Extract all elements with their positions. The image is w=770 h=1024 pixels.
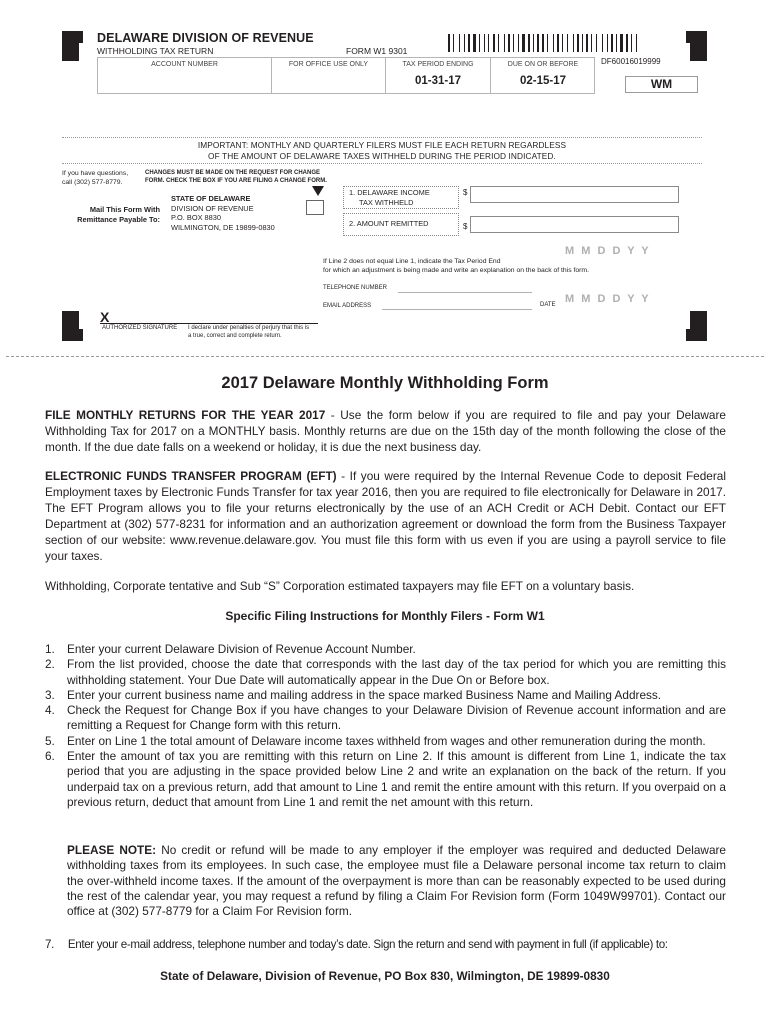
registration-mark-bottom-right-tab (686, 329, 707, 341)
instructions-title: 2017 Delaware Monthly Withholding Form (221, 374, 549, 392)
due-date-label: DUE ON OR BEFORE (507, 61, 579, 68)
tax-period-ending-value: 01-31-17 (414, 75, 462, 87)
signature-label: AUTHORIZED SIGNATURE (102, 325, 178, 331)
tax-period-ending-field (386, 58, 491, 93)
signature-line[interactable] (100, 323, 318, 324)
mailing-address: STATE OF DELAWARE DIVISION OF REVENUE P.O. BOX 8830 WILMINGTON, DE 19899-0830 (171, 194, 275, 232)
step-text: From the list provided, choose the date that corresponds with the last day of the tax period for which you are remitting this withholding statement. Your Due Date will automatically appear in the Due On or Before box. (67, 657, 726, 687)
step-number: 1. (45, 642, 55, 656)
instruction-step (45, 703, 726, 734)
step-7-number: 7. (45, 938, 54, 951)
eft-heading: ELECTRONIC FUNDS TRANSFER PROGRAM (EFT) (45, 469, 337, 483)
arrow-down-icon (312, 186, 324, 196)
instruction-step (45, 657, 726, 688)
instruction-step (45, 749, 726, 810)
registration-mark-bottom-left-tab (62, 329, 83, 341)
line2-label: 2. AMOUNT REMITTED (343, 213, 459, 236)
due-date-field (491, 58, 595, 93)
important-line-1: IMPORTANT: MONTHLY AND QUARTERLY FILERS MUST FILE EACH RETURN REGARDLESS (197, 140, 567, 150)
step-number: 3. (45, 687, 55, 702)
line2-amount-input[interactable] (470, 216, 679, 233)
account-number-field[interactable] (98, 58, 272, 93)
monthly-returns-paragraph: FILE MONTHLY RETURNS FOR THE YEAR 2017 - Use the form below if you are required to file and pay your Delaware Withholding Tax for 2017 on a MONTHLY basis. Monthly returns are due on the 15th day of the month following the close of the month. If the due date falls on a weekend or holiday, it is due the next business day. (45, 408, 726, 454)
step-7-text: Enter your e-mail address, telephone number and today’s date. Sign the return and send with payment in full (if applicable) to: (67, 938, 668, 951)
line1-label: 1. DELAWARE INCOME TAX WITHHELD (343, 186, 459, 209)
mail-to-label: Mail This Form With Remittance Payable To: (77, 205, 160, 224)
divider (62, 137, 702, 138)
step-text: Enter the amount of tax you are remitting with this return on Line 2. If this amount is different from Line 1, indicate the tax period that you are adjusting in the space provided below Line 2 and write an explanation on the back of the return. If you underpaid tax on a previous return, add that amount to Line 1 and remit the entire amount with this return. If you overpaid on a previous return, deduct that amount from Line 1 and remit the net amount with this return. (67, 749, 726, 809)
document-code: DF60016019999 (601, 57, 661, 66)
monthly-returns-heading: FILE MONTHLY RETURNS FOR THE YEAR 2017 (45, 408, 326, 422)
eft-paragraph: ELECTRONIC FUNDS TRANSFER PROGRAM (EFT) - If you were required by the Internal Revenue Code to deposit Federal Employment taxes by Electronic Funds Transfer for tax year 2016, then you are required to file electronically for Delaware in 2017. The EFT Program allows you to file your returns electronically by the use of an ACH Credit or ACH Debit. Contact our EFT Department at (302) 577-8231 for information and an authorization agreement or download the form from the Business Taxpayer section of our website: www.revenue.delaware.gov. You must file this form with us even if you are using a payroll service to file your taxes. (45, 469, 726, 563)
change-form-note: CHANGES MUST BE MADE ON THE REQUEST FOR CHANGE FORM. CHECK THE BOX IF YOU ARE FILING A CHANGE FORM. (145, 170, 327, 184)
signature-mark: X (100, 309, 110, 325)
date-input[interactable]: M M D D Y Y (565, 293, 651, 305)
email-input[interactable] (382, 309, 532, 310)
date-label: DATE (540, 302, 556, 308)
step-text: Enter your current business name and mailing address in the space marked Business Name and Mailing Address. (67, 687, 662, 702)
line1-amount-input[interactable] (470, 186, 679, 203)
instruction-steps (45, 642, 726, 810)
step-text: Enter your current Delaware Division of Revenue Account Number. (67, 642, 416, 656)
adjustment-period-date-input[interactable]: M M D D Y Y (565, 245, 651, 257)
important-line-2: OF THE AMOUNT OF DELAWARE TAXES WITHHELD DURING THE PERIOD INDICATED. (208, 151, 556, 161)
step-7 (45, 938, 726, 951)
header-fields-box (97, 57, 595, 94)
registration-mark-top-right-tab (686, 31, 707, 43)
step-number: 2. (45, 657, 55, 672)
remittance-address: State of Delaware, Division of Revenue, PO Box 830, Wilmington, DE 19899-0830 (160, 969, 610, 983)
return-type: WITHHOLDING TAX RETURN (97, 46, 214, 56)
telephone-label: TELEPHONE NUMBER (323, 285, 388, 291)
step-number: 6. (45, 749, 55, 764)
important-notice (97, 140, 667, 162)
voluntary-eft-paragraph: Withholding, Corporate tentative and Sub “S” Corporation estimated taxpayers may file EFT on a voluntary basis. (45, 579, 635, 593)
please-note-heading: PLEASE NOTE: (67, 843, 157, 857)
step-number: 5. (45, 733, 55, 748)
instruction-step (45, 642, 726, 657)
step-text: Check the Request for Change Box if you have changes to your Delaware Division of Revenue account information and are remitting a Request for Change form with this return. (67, 703, 726, 733)
step-number: 4. (45, 703, 55, 718)
line2-currency: $ (463, 222, 468, 231)
form-id: FORM W1 9301 (346, 46, 408, 56)
registration-mark-top-left-tab (62, 31, 83, 43)
telephone-input[interactable] (398, 292, 532, 293)
email-label: EMAIL ADDRESS (323, 303, 372, 309)
code-box: WM (625, 76, 698, 93)
account-number-label: ACCOUNT NUMBER (151, 61, 218, 68)
due-date-value: 02-15-17 (519, 75, 567, 87)
divider (62, 163, 702, 164)
office-use-field (272, 58, 386, 93)
tax-period-ending-label: TAX PERIOD ENDING (402, 61, 474, 68)
filing-instructions-subtitle: Specific Filing Instructions for Monthly Filers - Form W1 (225, 609, 545, 623)
tear-line (6, 356, 764, 357)
barcode (448, 34, 672, 52)
line1-currency: $ (463, 188, 468, 197)
instruction-step (45, 734, 726, 749)
please-note-paragraph: PLEASE NOTE: No credit or refund will be made to any employer if the employer was required and deducted Delaware withholding taxes from its employees. In such case, the employee must file a Delaware personal income tax return to claim the over-withheld income taxes. If the amount of the overpayment is more than can be reasonably expected to be used during the rest of the calendar year, you may request a refund by filing a Claim For Revision form (Form 1049W99701). Contact our office at (302) 577-8779 for a Claim For Revision form. (67, 843, 726, 919)
step-text: Enter on Line 1 the total amount of Delaware income taxes withheld from wages and other remuneration during the month. (67, 733, 706, 748)
agency-name: DELAWARE DIVISION OF REVENUE (97, 31, 314, 45)
adjustment-note: If Line 2 does not equal Line 1, indicate the Tax Period End for which an adjustment is being made and write an explanation on the back of this form. (323, 258, 589, 274)
request-for-change-checkbox[interactable] (306, 200, 324, 215)
office-use-label: FOR OFFICE USE ONLY (288, 61, 369, 68)
instruction-step (45, 688, 726, 703)
perjury-declaration: I declare under penalties of perjury that this is a true, correct and complete return. (188, 325, 310, 339)
questions-text: If you have questions, call (302) 577-8779. (62, 170, 129, 186)
